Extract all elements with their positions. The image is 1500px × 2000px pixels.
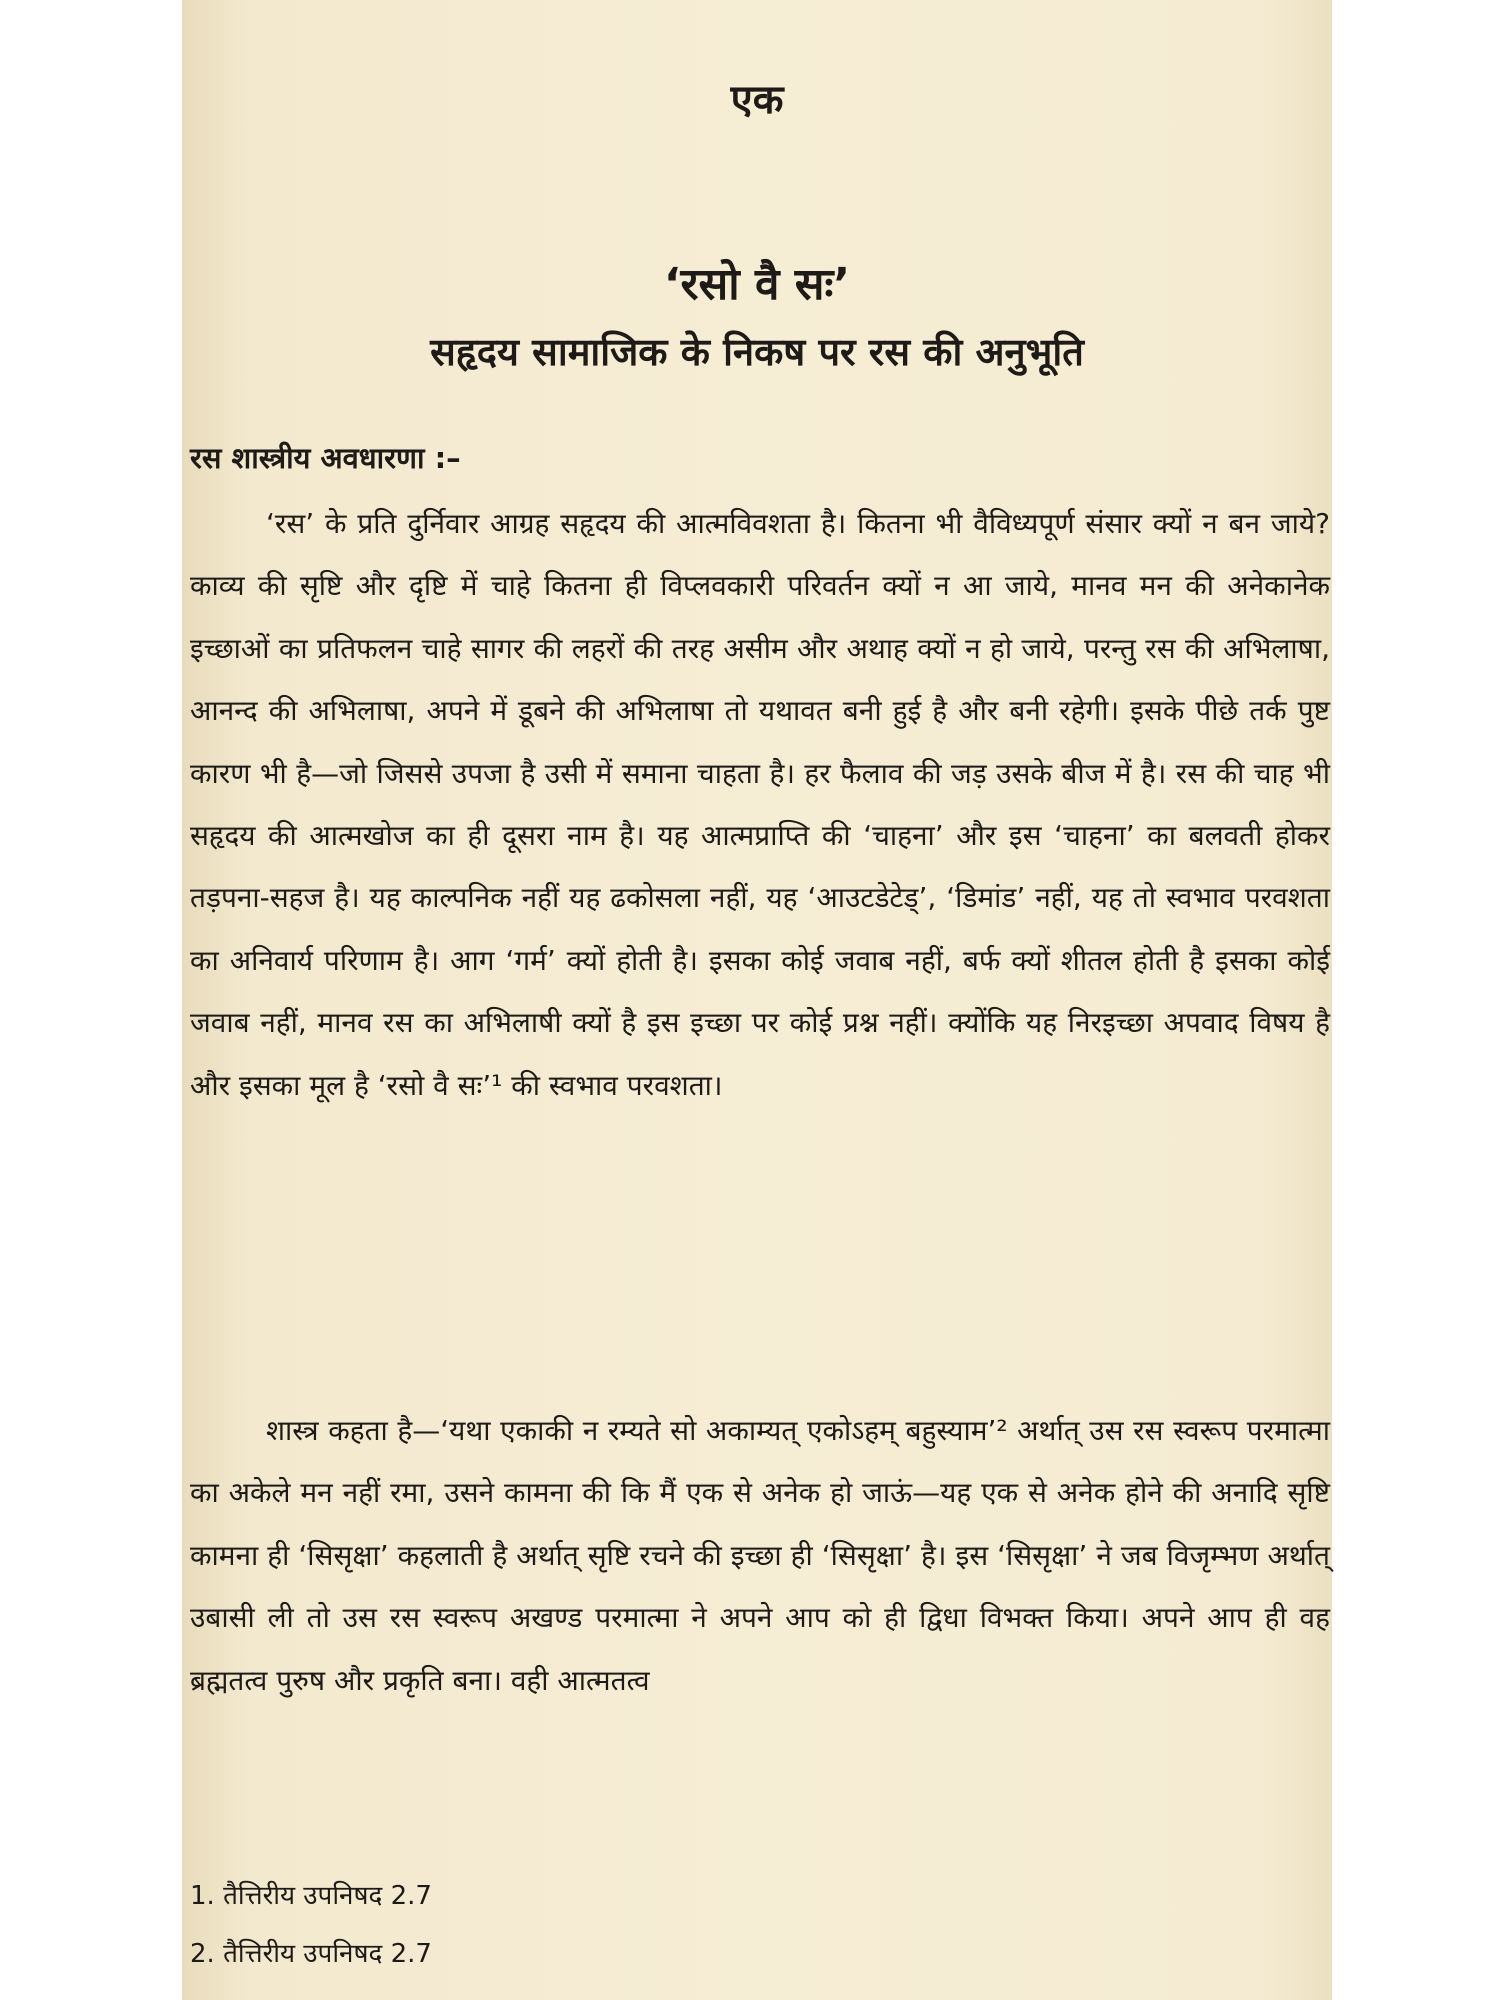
- footnote-2: 2. तैत्तिरीय उपनिषद 2.7: [190, 1939, 432, 1969]
- footnote-1: 1. तैत्तिरीय उपनिषद 2.7: [190, 1881, 432, 1911]
- body-paragraph-2: शास्त्र कहता है—‘यथा एकाकी न रम्यते सो अकाम्यत् एकोऽहम् बहुस्याम’² अर्थात् उस रस स्वरूप परमात्मा का अकेले मन नहीं रमा, उसने कामना की कि मैं एक से अनेक हो जाऊं—यह एक से अनेक होने की अनादि सृष्टि कामना ही ‘सिसृक्षा’ कहलाती है अर्थात् सृष्टि रचने की इच्छा ही ‘सिसृक्षा’ है। इस ‘सिसृक्षा’ ने जब विजृम्भण अर्थात् उबासी ली तो उस रस स्वरूप अखण्ड परमात्मा ने अपने आप को ही द्विधा विभक्त किया। अपने आप ही वह ब्रह्मतत्व पुरुष और प्रकृति बना। वही आत्मतत्व: [190, 1414, 1330, 1697]
- chapter-title: ‘रसो वै सः’: [663, 259, 851, 310]
- footnotes: [190, 1867, 432, 1983]
- chapter-label: एक: [730, 77, 784, 123]
- chapter-subtitle: सहृदय सामाजिक के निकष पर रस की अनुभूति: [430, 330, 1084, 374]
- body-paragraph-1: ‘रस’ के प्रति दुर्निवार आग्रह सहृदय की आत्मविवशता है। कितना भी वैविध्यपूर्ण संसार क्यों न बन जाये? काव्य की सृष्टि और दृष्टि में चाहे कितना ही विप्लवकारी परिवर्तन क्यों न आ जाये, मानव मन की अनेकानेक इच्छाओं का प्रतिफलन चाहे सागर की लहरों की तरह असीम और अथाह क्यों न हो जाये, परन्तु रस की अभिलाषा, आनन्द की अभिलाषा, अपने में डूबने की अभिलाषा तो यथावत बनी हुई है और बनी रहेगी। इसके पीछे तर्क पुष्ट कारण भी है—जो जिससे उपजा है उसी में समाना चाहता है। हर फैलाव की जड़ उसके बीज में है। रस की चाह भी सहृदय की आत्मखोज का ही दूसरा नाम है। यह आत्मप्राप्ति की ‘चाहना’ और इस ‘चाहना’ का बलवती होकर तड़पना-सहज है। यह काल्पनिक नहीं यह ढकोसला नहीं, यह ‘आउटडेटेड्’, ‘डिमांड’ नहीं, यह तो स्वभाव परवशता का अनिवार्य परिणाम है। आग ‘गर्म’ क्यों होती है। इसका कोई जवाब नहीं, बर्फ क्यों शीतल होती है इसका कोई जवाब नहीं, मानव रस का अभिलाषी क्यों है इस इच्छा पर कोई प्रश्न नहीं। क्योंकि यह निरइच्छा अपवाद विषय है और इसका मूल है ‘रसो वै सः’¹ की स्वभाव परवशता।: [190, 507, 1330, 1102]
- book-page: [182, 0, 1332, 2000]
- section-heading: रस शास्त्रीय अवधारणा :–: [190, 441, 461, 475]
